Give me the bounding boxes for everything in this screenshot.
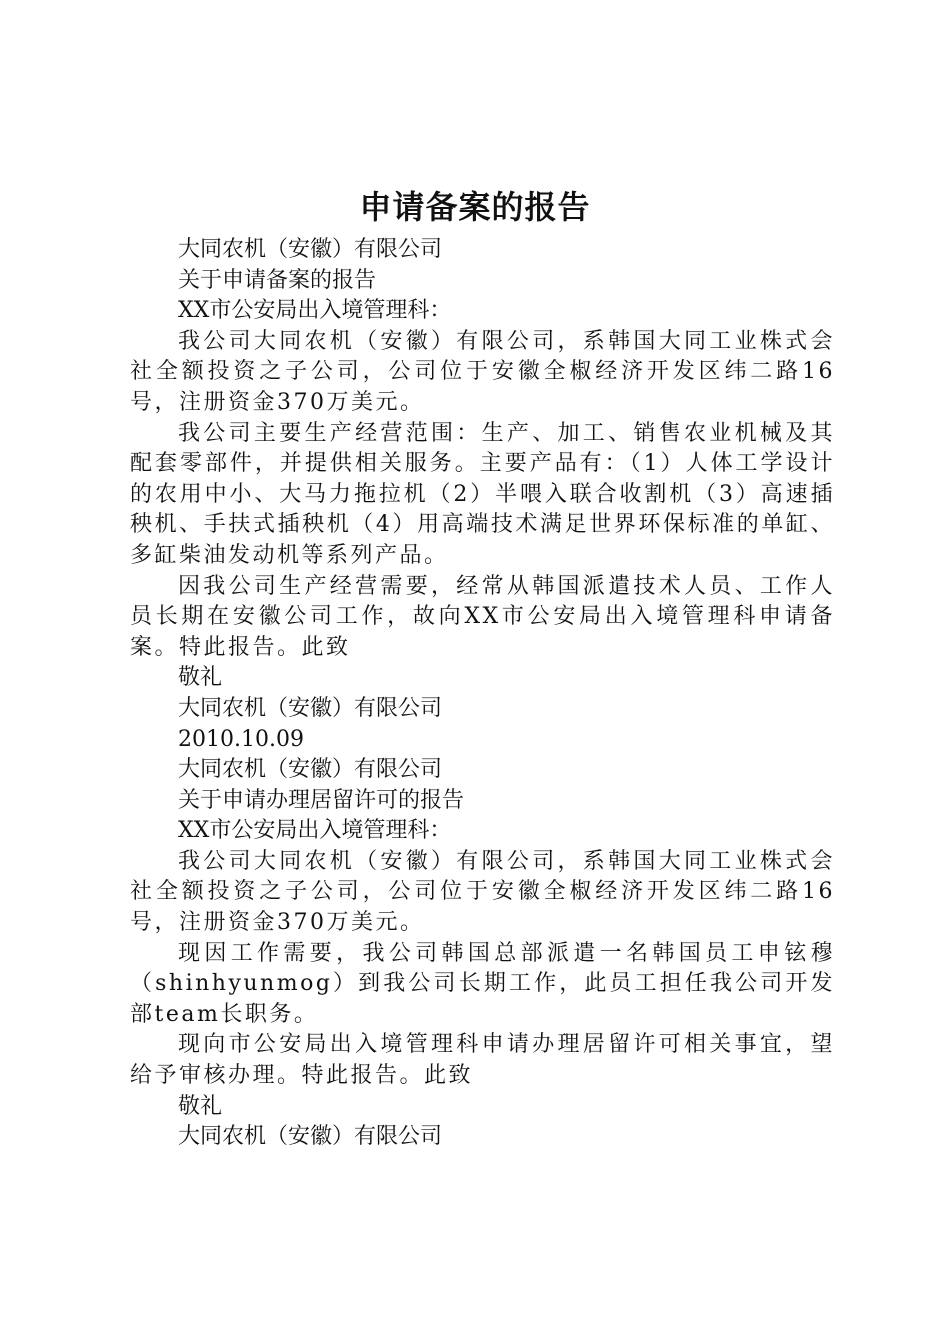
paragraph-company-intro-2: 我公司大同农机（安徽）有限公司，系韩国大同工业株式会社全额投资之子公司，公司位于安徽全椒经济开发区纬二路16号，注册资金370万美元。	[130, 848, 835, 936]
recipient-line-2: XX市公安局出入境管理科：	[178, 818, 452, 844]
signature-2: 大同农机（安徽）有限公司	[178, 1124, 443, 1150]
company-header-1: 大同农机（安徽）有限公司	[178, 237, 443, 262]
date-line: 2010.10.09	[178, 726, 304, 752]
paragraph-company-intro-1: 我公司大同农机（安徽）有限公司，系韩国大同工业株式会社全额投资之子公司，公司位于安徽全椒经济开发区纬二路16号，注册资金370万美元。	[130, 328, 835, 415]
paragraph-business-scope: 我公司主要生产经营范围：生产、加工、销售农业机械及其配套零部件，并提供相关服务。主要产品有：（1）人体工学设计的农用中小、大马力拖拉机（2）半喂入联合收割机（3）高速插秧机、手扶式插秧机（4）用高端技术满足世界环保标准的单缸、多缸柴油发动机等系列产品。	[130, 420, 835, 568]
company-header-2: 大同农机（安徽）有限公司	[178, 757, 443, 783]
report-subject-2: 关于申请办理居留许可的报告	[178, 787, 465, 813]
signature-1: 大同农机（安徽）有限公司	[178, 695, 443, 721]
closing-salutation-2: 敬礼	[178, 1093, 223, 1119]
document-body	[130, 235, 835, 1153]
paragraph-filing-request: 因我公司生产经营需要，经常从韩国派遣技术人员、工作人员长期在安徽公司工作，故向XX市公安局出入境管理科申请备案。特此报告。此致	[130, 573, 835, 660]
closing-salutation-1: 敬礼	[178, 665, 223, 691]
paragraph-residence-permit-request: 现向市公安局出入境管理科申请办理居留许可相关事宜，望给予审核办理。特此报告。此致	[130, 1032, 835, 1089]
recipient-line-1: XX市公安局出入境管理科：	[178, 298, 452, 324]
document-title: 申请备案的报告	[359, 188, 591, 226]
paragraph-employee-assignment: 现因工作需要，我公司韩国总部派遣一名韩国员工申铉穆（shinhyunmog）到我公司长期工作，此员工担任我公司开发部team长职务。	[130, 940, 835, 1027]
report-subject-1: 关于申请备案的报告	[178, 267, 377, 293]
